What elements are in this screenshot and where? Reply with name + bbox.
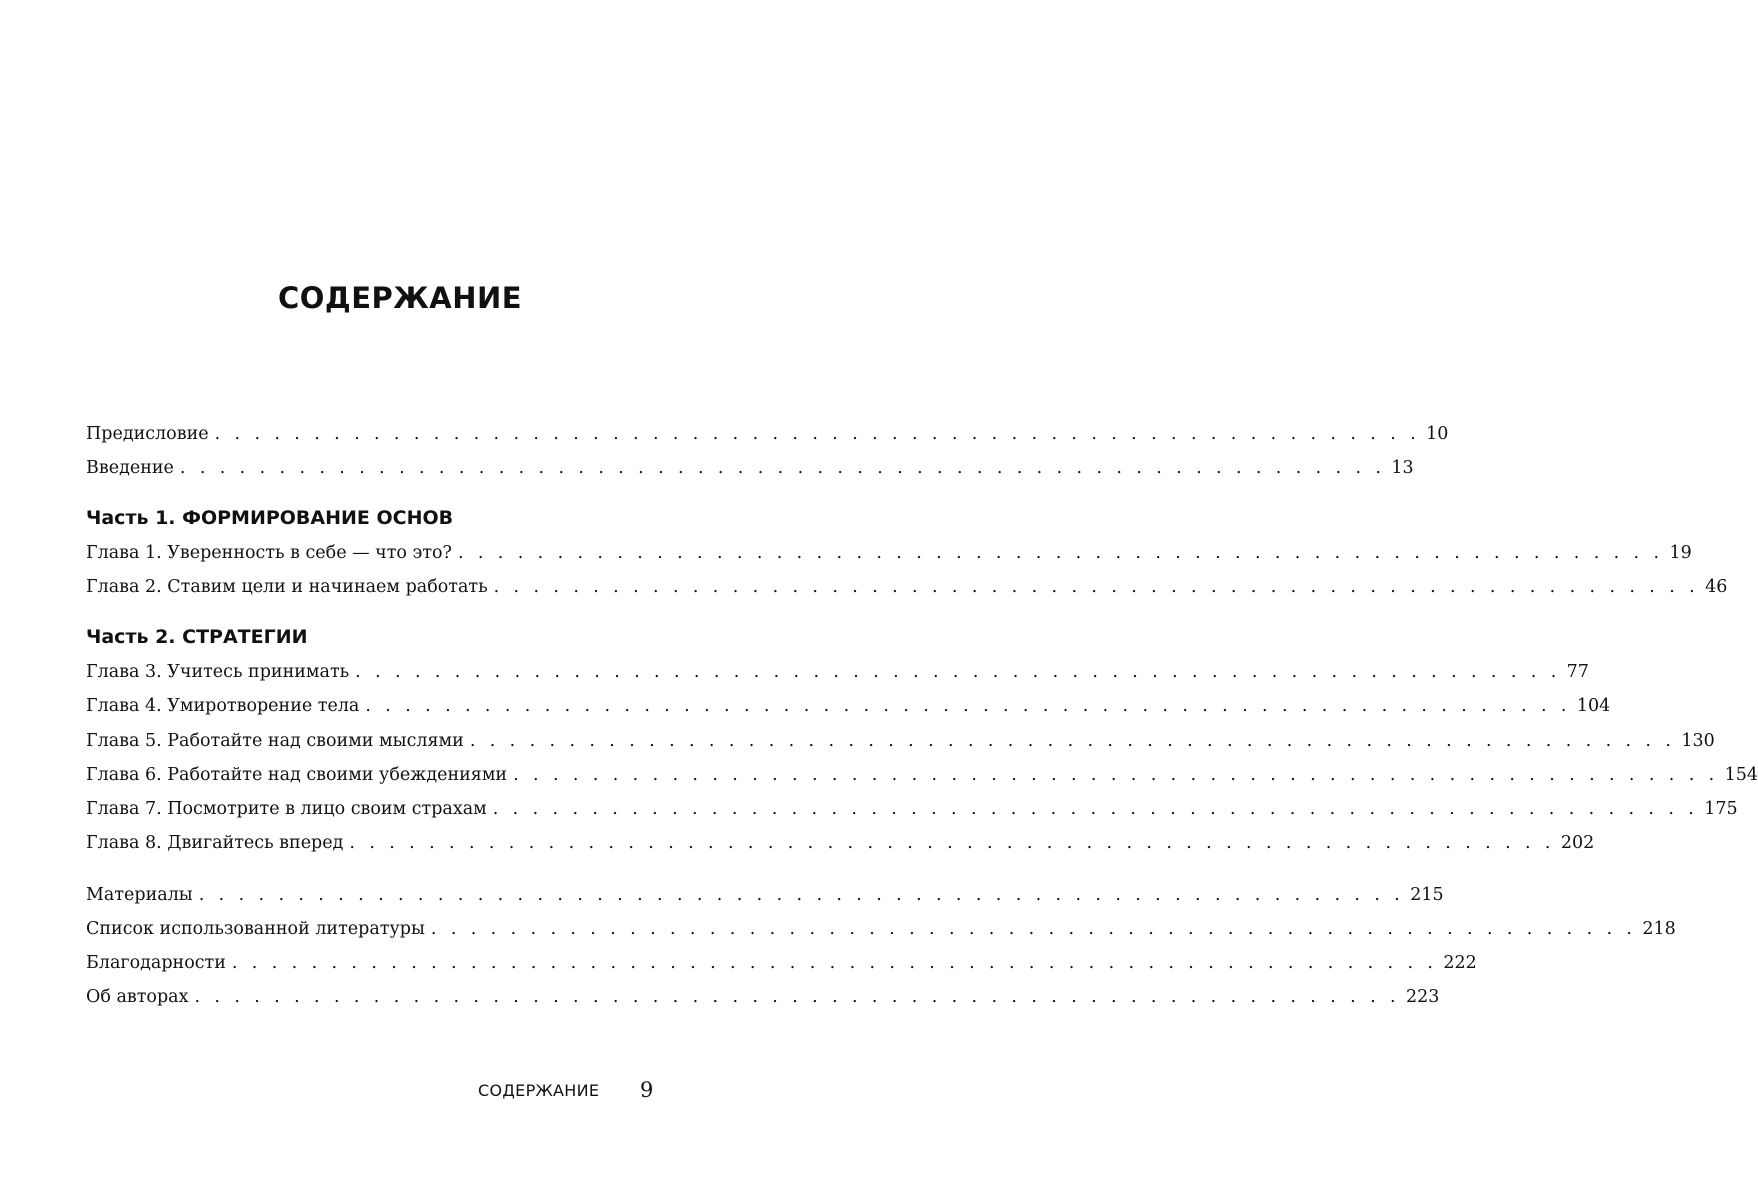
toc-entry-acknowledgements[interactable] — [86, 950, 1477, 976]
toc-entry-label: Глава 4. Умиротворение тела — [86, 696, 360, 716]
toc-entry-about-authors[interactable] — [86, 984, 1440, 1010]
dot-leader: . . . . . . . . . . . . . . . . . . . . . . . . . . . . . . . . . . . . . . . . . . . . . . . . . . . . . . . . . . . . . — [179, 458, 1386, 478]
dot-leader: . . . . . . . . . . . . . . . . . . . . . . . . . . . . . . . . . . . . . . . . . . . . . . . . . . . . . . . . . . . . . — [457, 543, 1664, 563]
toc-entry-page: 175 — [1704, 799, 1738, 819]
dot-leader: . . . . . . . . . . . . . . . . . . . . . . . . . . . . . . . . . . . . . . . . . . . . . . . . . . . . . . . . . . . . . — [469, 731, 1676, 751]
toc-entry-page: 154 — [1724, 765, 1758, 785]
toc-entry-page: 104 — [1576, 696, 1611, 716]
dot-leader: . . . . . . . . . . . . . . . . . . . . . . . . . . . . . . . . . . . . . . . . . . . . . . . . . . . . . . . . . . . . . — [349, 833, 1555, 853]
toc-entry-label: Глава 2. Ставим цели и начинаем работать — [86, 577, 488, 597]
toc-entry-chapter-6[interactable] — [86, 762, 1758, 788]
running-head: СОДЕРЖАНИЕ — [478, 1081, 600, 1100]
toc-entry-introduction[interactable] — [86, 455, 1414, 481]
page-title: СОДЕРЖАНИЕ — [277, 281, 523, 315]
toc-entry-page: 222 — [1443, 953, 1477, 973]
toc-entry-chapter-3[interactable] — [86, 659, 1589, 685]
toc-entry-label: Глава 1. Уверенность в себе — что это? — [86, 543, 452, 563]
toc-entry-label: Список использованной литературы — [86, 919, 425, 939]
page-number: 9 — [640, 1078, 654, 1102]
toc-entry-page: 223 — [1405, 987, 1440, 1007]
dot-leader: . . . . . . . . . . . . . . . . . . . . . . . . . . . . . . . . . . . . . . . . . . . . . . . . . . . . . . . . . . . . . — [513, 765, 1719, 785]
toc-entry-page: 215 — [1410, 885, 1444, 905]
dot-leader: . . . . . . . . . . . . . . . . . . . . . . . . . . . . . . . . . . . . . . . . . . . . . . . . . . . . . . . . . . . . . — [365, 696, 1571, 716]
toc-entry-chapter-7[interactable] — [86, 796, 1738, 822]
toc-entry-label: Предисловие — [86, 424, 209, 444]
toc-entry-chapter-4[interactable] — [86, 693, 1611, 719]
toc-entry-page: 46 — [1705, 577, 1728, 597]
toc-entry-chapter-1[interactable] — [86, 540, 1692, 566]
toc-entry-label: Глава 5. Работайте над своими мыслями — [86, 731, 464, 751]
toc-entry-label: Глава 7. Посмотрите в лицо своим страхам — [86, 799, 487, 819]
dot-leader: . . . . . . . . . . . . . . . . . . . . . . . . . . . . . . . . . . . . . . . . . . . . . . . . . . . . . . . . . . . . . — [355, 662, 1561, 682]
dot-leader: . . . . . . . . . . . . . . . . . . . . . . . . . . . . . . . . . . . . . . . . . . . . . . . . . . . . . . . . . . . . . — [194, 987, 1400, 1007]
toc-entry-page: 77 — [1566, 662, 1589, 682]
toc-entry-chapter-2[interactable] — [86, 574, 1728, 600]
toc-entry-page: 130 — [1681, 731, 1715, 751]
dot-leader: . . . . . . . . . . . . . . . . . . . . . . . . . . . . . . . . . . . . . . . . . . . . . . . . . . . . . . . . . . . . . — [493, 577, 1700, 597]
toc-entry-chapter-5[interactable] — [86, 728, 1715, 754]
toc-entry-page: 13 — [1391, 458, 1414, 478]
toc-entry-page: 10 — [1426, 424, 1449, 444]
toc-entry-label: Об авторах — [86, 987, 189, 1007]
toc-entry-preface[interactable] — [86, 421, 1449, 447]
toc-entry-label: Глава 6. Работайте над своими убеждениями — [86, 765, 508, 785]
toc-entry-label: Материалы — [86, 885, 193, 905]
dot-leader: . . . . . . . . . . . . . . . . . . . . . . . . . . . . . . . . . . . . . . . . . . . . . . . . . . . . . . . . . . . . . — [198, 885, 1405, 905]
toc-entry-page: 19 — [1669, 543, 1692, 563]
toc-entry-page: 202 — [1560, 833, 1595, 853]
part-heading-2[interactable]: Часть 2. СТРАТЕГИИ — [86, 626, 308, 648]
toc-entry-bibliography[interactable] — [86, 916, 1676, 942]
toc-entry-materials[interactable] — [86, 882, 1444, 908]
dot-leader: . . . . . . . . . . . . . . . . . . . . . . . . . . . . . . . . . . . . . . . . . . . . . . . . . . . . . . . . . . . . . — [430, 919, 1637, 939]
dot-leader: . . . . . . . . . . . . . . . . . . . . . . . . . . . . . . . . . . . . . . . . . . . . . . . . . . . . . . . . . . . . . — [231, 953, 1438, 973]
toc-entry-label: Глава 8. Двигайтесь вперед — [86, 833, 344, 853]
dot-leader: . . . . . . . . . . . . . . . . . . . . . . . . . . . . . . . . . . . . . . . . . . . . . . . . . . . . . . . . . . . . . — [214, 424, 1421, 444]
toc-entry-label: Благодарности — [86, 953, 226, 973]
toc-entry-label: Глава 3. Учитесь принимать — [86, 662, 350, 682]
toc-entry-label: Введение — [86, 458, 174, 478]
part-heading-1[interactable]: Часть 1. ФОРМИРОВАНИЕ ОСНОВ — [86, 507, 454, 529]
toc-entry-chapter-8[interactable] — [86, 830, 1595, 856]
toc-entry-page: 218 — [1642, 919, 1676, 939]
dot-leader: . . . . . . . . . . . . . . . . . . . . . . . . . . . . . . . . . . . . . . . . . . . . . . . . . . . . . . . . . . . . . — [492, 799, 1699, 819]
